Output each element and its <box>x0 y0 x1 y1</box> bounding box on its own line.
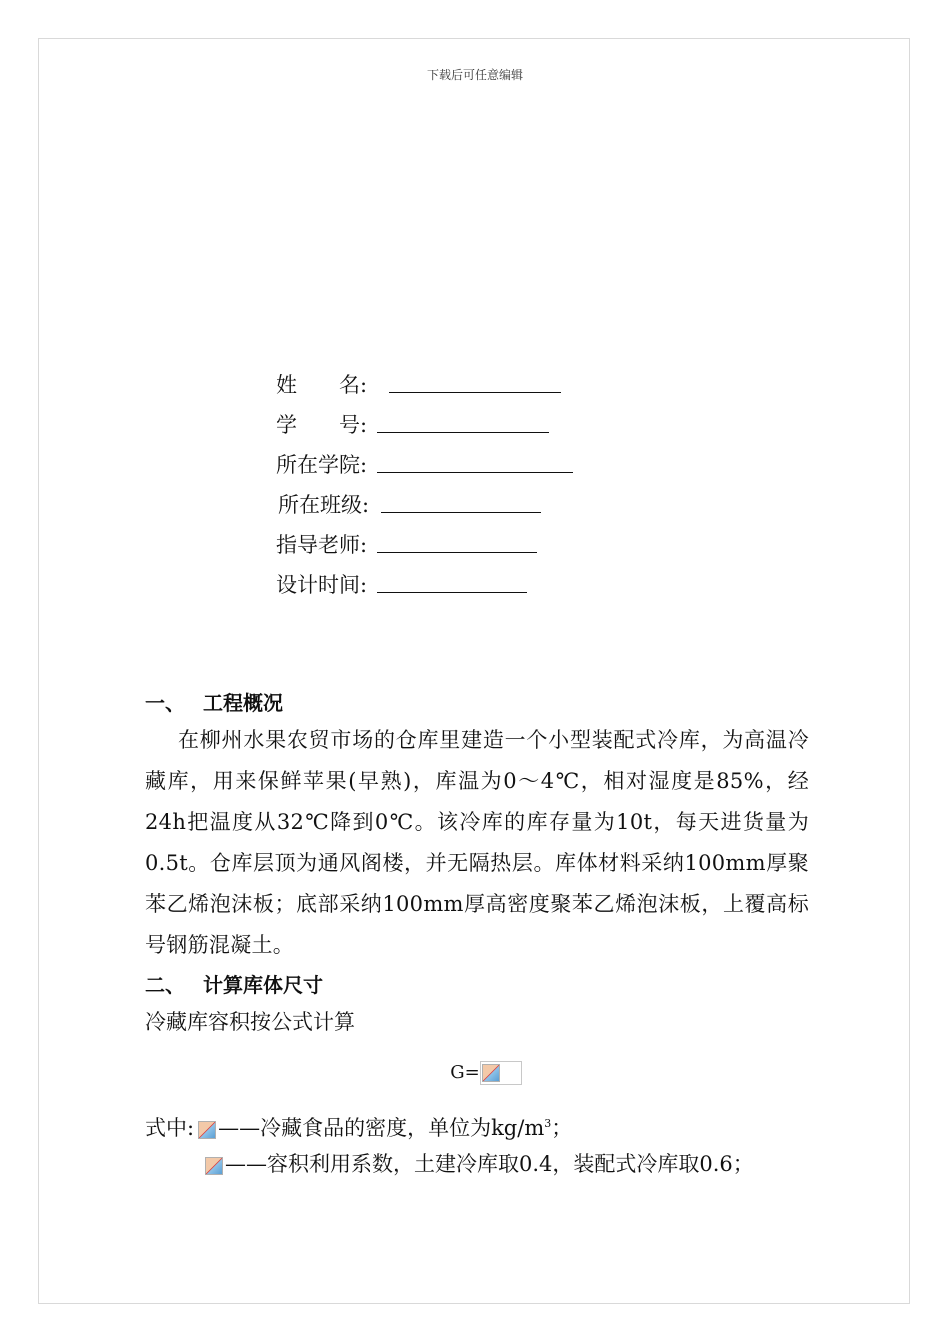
symbol-image-icon <box>198 1121 216 1139</box>
info-label-name: 姓 名: <box>276 373 368 397</box>
definition-line-2 <box>145 1144 809 1185</box>
definition-prefix: 式中: <box>145 1116 195 1140</box>
info-label-advisor: 指导老师: <box>276 533 368 557</box>
section-2-intro: 冷藏库容积按公式计算 <box>145 1010 355 1034</box>
info-label-student-id: 学 号: <box>276 413 368 437</box>
section-2-title: 计算库体尺寸 <box>203 973 323 997</box>
info-label-design-time: 设计时间: <box>276 573 368 597</box>
section-2-number: 二、 <box>145 973 185 997</box>
info-row-name <box>276 370 561 400</box>
formula-image-placeholder <box>480 1061 522 1085</box>
info-row-class <box>278 490 541 520</box>
name-blank-line[interactable] <box>389 370 561 393</box>
header-note: 下载后可任意编辑 <box>426 68 523 82</box>
info-label-college: 所在学院: <box>276 453 368 477</box>
symbol-image-icon <box>205 1157 223 1175</box>
advisor-blank-line[interactable] <box>377 530 537 553</box>
class-blank-line[interactable] <box>381 490 541 513</box>
info-row-design-time <box>276 570 527 600</box>
broken-image-icon <box>482 1064 500 1082</box>
info-label-class: 所在班级: <box>278 493 370 517</box>
section-1-heading <box>145 686 809 720</box>
definition-2-text: ——容积利用系数，土建冷库取0.4，装配式冷库取0.6； <box>225 1152 754 1176</box>
section-2-heading <box>145 968 809 1002</box>
definition-1-text: ——冷藏食品的密度，单位为kg/m <box>218 1116 545 1140</box>
section-1-paragraph: 在柳州水果农贸市场的仓库里建造一个小型装配式冷库，为高温冷藏库，用来保鲜苹果(早熟)，库温为0～4℃，相对湿度是85%，经24h把温度从32℃降到0℃。该冷库的库存量为10t，每天进货量为0.5t。仓库层顶为通风阁楼，并无隔热层。库体材料采纳100mm厚聚苯乙烯泡沫板；底部采纳100mm厚高密度聚苯乙烯泡沫板，上覆高标号钢筋混凝土。 <box>145 728 809 957</box>
info-row-college <box>276 450 573 480</box>
definition-1-superscript: 3 <box>544 1117 552 1130</box>
section-1-number: 一、 <box>145 691 185 715</box>
definition-1-end: ； <box>551 1116 573 1140</box>
document-body <box>145 686 809 1185</box>
section-1-title: 工程概况 <box>203 691 283 715</box>
design-time-blank-line[interactable] <box>377 570 527 593</box>
info-row-student-id <box>276 410 549 440</box>
definition-line-1 <box>145 1103 809 1144</box>
student-id-blank-line[interactable] <box>377 410 549 433</box>
college-blank-line[interactable] <box>377 450 573 473</box>
formula-line <box>145 1043 809 1103</box>
formula-prefix: G= <box>450 1062 480 1083</box>
info-row-advisor <box>276 530 537 560</box>
